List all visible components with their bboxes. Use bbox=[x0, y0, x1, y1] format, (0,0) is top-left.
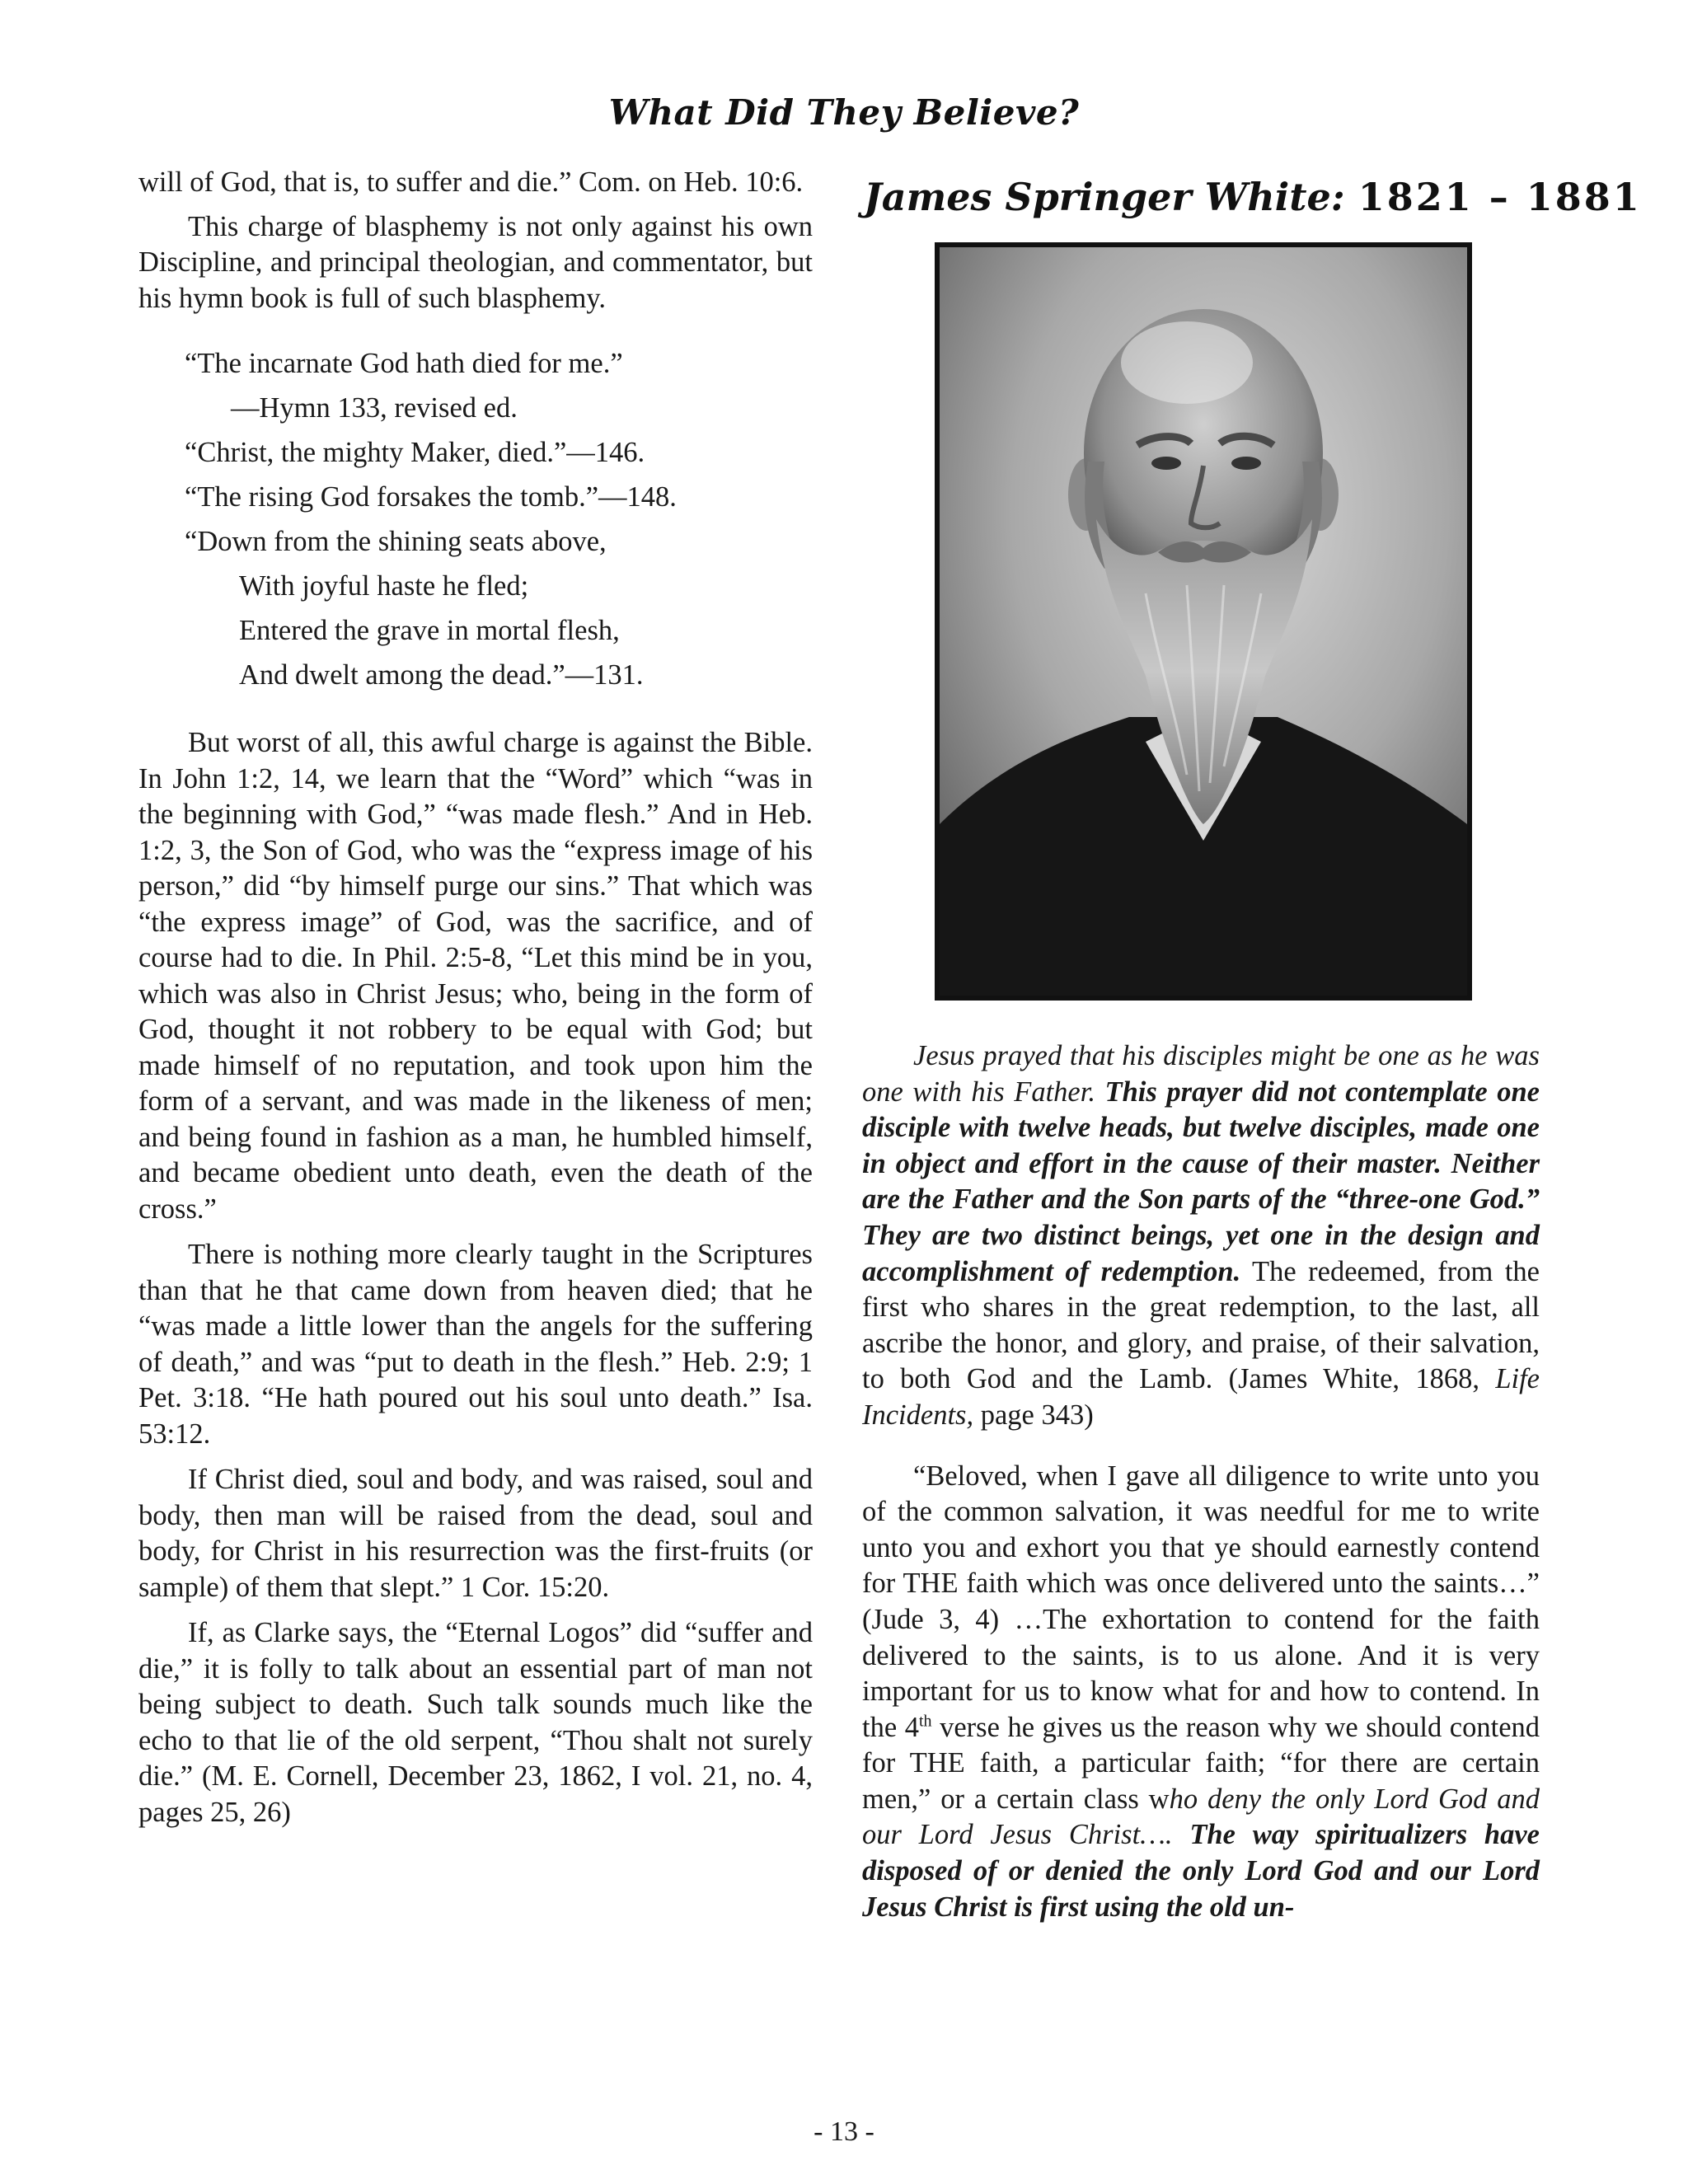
body-text: verse he gives us the reason why we should contend for THE faith, a particular faith; “for there are certain men,” or a certain class w bbox=[862, 1711, 1540, 1815]
poem-line: With joyful haste he fled; bbox=[239, 570, 529, 602]
paragraph: There is nothing more clearly taught in the Scriptures than that he that came down from heaven died; that he “was made a little lower than the angels for the suffering of death,” and was “put to death in the flesh.” Heb. 2:9; 1 Pet. 3:18. “He hath poured out his soul unto death.” Isa. 53:12. bbox=[138, 1239, 813, 1450]
italic-text: ho deny the only Lord God and our Lord Jesus Christ…. bbox=[862, 1783, 1540, 1851]
italic-text: Jesus prayed that his disciples might be one as he was one with his Father. bbox=[862, 1040, 1540, 1108]
poem-line: And dwelt among the dead.”—131. bbox=[239, 659, 644, 691]
right-column bbox=[862, 1038, 1540, 1950]
left-column bbox=[138, 165, 813, 1840]
poem-line: “The rising God forsakes the tomb.”—148. bbox=[185, 481, 677, 513]
paragraph: will of God, that is, to suffer and die.” Com. on Heb. 10:6. bbox=[138, 166, 804, 198]
body-text: page 343) bbox=[980, 1399, 1094, 1431]
life-dates: 1821 – 1881 bbox=[1357, 175, 1642, 219]
page-number: - 13 - bbox=[814, 2116, 874, 2147]
bold-italic-text: This prayer did not contemplate one disciple with twelve heads, but twelve disciples, made one in object and effort in the cause of their master. Neither are the Father and the Son parts of the “three-one God.” They are two distinct beings, yet one in the design and accomplishment of redemption. bbox=[862, 1076, 1540, 1287]
paragraph: If Christ died, soul and body, and was raised, soul and body, then man will be raised from the dead, soul and body, for Christ in his resurrection was the first-fruits (or sample) of them that slept.” 1 Cor. 15:20. bbox=[138, 1464, 813, 1603]
portrait-photo bbox=[935, 242, 1472, 1001]
title-separator: : bbox=[1330, 175, 1345, 219]
paragraph: But worst of all, this awful charge is against the Bible. In John 1:2, 14, we learn that the “Word” which “was in the beginning with God,” “was made flesh.” And in Heb. 1:2, 3, the Son of God, who was the “express image of his person,” did “by himself purge our sins.” That which was “the express image” of God, was the sacrifice, and of course had to die. In Phil. 2:5-8, “Let this mind be in you, which was also in Christ Jesus; who, being in the form of God, thought it not robbery to be equal with God; but made himself of no reputation, and took upon him the form of a servant, and was made in the likeness of men; and being found in fashion as a man, he humbled himself, and became obedient unto death, even the death of the cross.” bbox=[138, 727, 813, 1225]
poem-line: —Hymn 133, revised ed. bbox=[231, 392, 518, 424]
quotation-paragraph bbox=[862, 1459, 1540, 1926]
book-title: Life Incidents, bbox=[862, 1363, 1540, 1431]
person-name: James Springer White bbox=[864, 175, 1331, 219]
poem-line: “Christ, the mighty Maker, died.”—146. bbox=[185, 437, 645, 468]
bearded-man-portrait-icon bbox=[940, 247, 1467, 996]
running-head: What Did They Believe? bbox=[608, 92, 1080, 133]
body-text: “Beloved, when I gave all diligence to write unto you of the common salvation, it was needful for me to write unto you and exhort you that ye should earnestly contend for THE faith which was once delivered unto the saints…” (Jude 3, 4) …The exhortation to contend for the faith delivered to the saints, is to us alone. And it is very important for us to know what for and how to contend. In the 4 bbox=[862, 1460, 1540, 1743]
poem-line: “Down from the shining seats above, bbox=[185, 526, 607, 557]
quotation-paragraph bbox=[862, 1038, 1540, 1434]
poem-line: “The incarnate God hath died for me.” bbox=[185, 348, 623, 379]
section-title bbox=[864, 175, 1642, 219]
body-text: The redeemed, from the first who shares in the great redemption, to the last, all ascribe the honor, and glory, and praise, of their salvation, to both God and the Lamb. (James White, 1868, bbox=[862, 1255, 1540, 1395]
bold-italic-text: The way spiritualizers have disposed of or denied the only Lord God and our Lord Jesus Christ is first using the old un- bbox=[862, 1819, 1540, 1923]
paragraph: This charge of blasphemy is not only against his own Discipline, and principal theologian, and commentator, but his hymn book is full of such blasphemy. bbox=[138, 210, 813, 314]
poem-line: Entered the grave in mortal flesh, bbox=[239, 615, 620, 646]
hymn-quotation bbox=[138, 341, 813, 697]
ordinal-suffix: th bbox=[918, 1712, 932, 1731]
paragraph: If, as Clarke says, the “Eternal Logos” did “suffer and die,” it is folly to talk about an essential part of man not being subject to death. Such talk sounds much like the echo to that lie of the old serpent, “Thou shalt not surely die.” (M. E. Cornell, December 23, 1862, I vol. 21, no. 4, pages 25, 26) bbox=[138, 1617, 813, 1828]
